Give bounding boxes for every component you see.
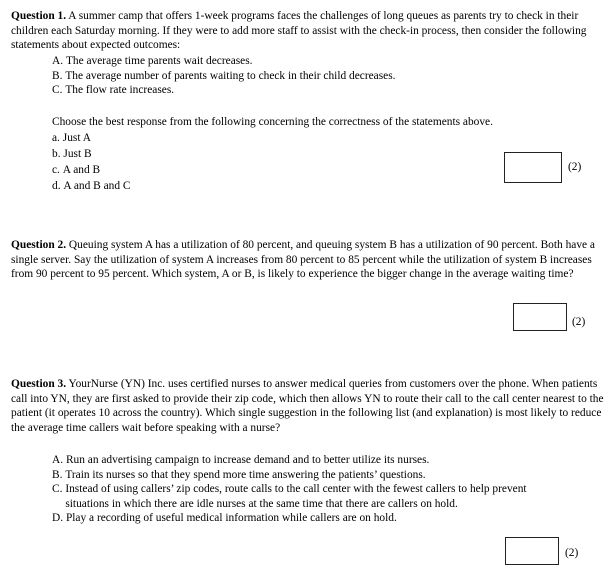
q1-answer-box[interactable]	[504, 152, 562, 183]
q3-text: YourNurse (YN) Inc. uses certified nurses to answer medical queries from customers over the phone. When patients call into YN, they are first asked to provide their zip code, which then allows YN to route their call to the call center nearest to the patient (it operates 10 across the country). Which single suggestion in the following list (and explanation) is most likely to reduce the average time callers wait before speaking with a nurse?	[11, 378, 604, 434]
q1-choices	[52, 130, 452, 194]
q2-answer-box[interactable]	[513, 303, 567, 331]
q1-text: A summer camp that offers 1-week programs faces the challenges of long queues as parents try to check in their children each Saturday morning. If they were to add more staff to assist with the check-in process, then consider the following statements about expected outcomes:	[11, 10, 587, 51]
q1-marks: (2)	[568, 161, 582, 173]
q1-statements	[52, 54, 592, 98]
q3-marks: (2)	[565, 547, 579, 559]
q2-label: Question 2.	[11, 239, 67, 251]
q1-label: Question 1.	[11, 10, 67, 22]
q3-answer-box[interactable]	[505, 537, 559, 565]
q3-option-d: D. Play a recording of useful medical information while callers are on hold.	[52, 512, 397, 524]
q1-prompt: Choose the best response from the following concerning the correctness of the statements above.	[52, 116, 493, 128]
q1-choice-b: b. Just B	[52, 148, 92, 160]
q1-choice-d: d. A and B and C	[52, 180, 131, 192]
q2-text: Queuing system A has a utilization of 80 percent, and queuing system B has a utilization of 90 percent. Both have a single server. Say the utilization of system A increases from 80 percent to 85 percent while the utilization of system B increases from 90 percent to 95 percent. Which system, A or B, is likely to experience the bigger change in the average waiting time?	[11, 239, 595, 280]
q3-option-a: A. Run an advertising campaign to increase demand and to better utilize its nurses.	[52, 454, 430, 466]
q3-options	[52, 453, 557, 526]
q3-stem	[11, 377, 607, 435]
q1-choice-a: a. Just A	[52, 132, 91, 144]
q3-option-c: C. Instead of using callers’ zip codes, route calls to the call center with the fewest callers to help prevent situations in which there are idle nurses at the same time that there are callers on hold.	[52, 483, 527, 510]
q2-stem	[11, 238, 607, 282]
q1-choice-c: c. A and B	[52, 164, 101, 176]
q3-label: Question 3.	[11, 378, 67, 390]
q1-statement-b: B. The average number of parents waiting to check in their child decreases.	[52, 69, 396, 82]
q3-option-b: B. Train its nurses so that they spend more time answering the patients’ questions.	[52, 468, 426, 481]
q1-statement-c: C. The flow rate increases.	[52, 84, 175, 96]
q1-statement-a: A. The average time parents wait decreases.	[52, 55, 253, 67]
q1-stem	[11, 9, 607, 53]
q2-marks: (2)	[572, 316, 586, 328]
